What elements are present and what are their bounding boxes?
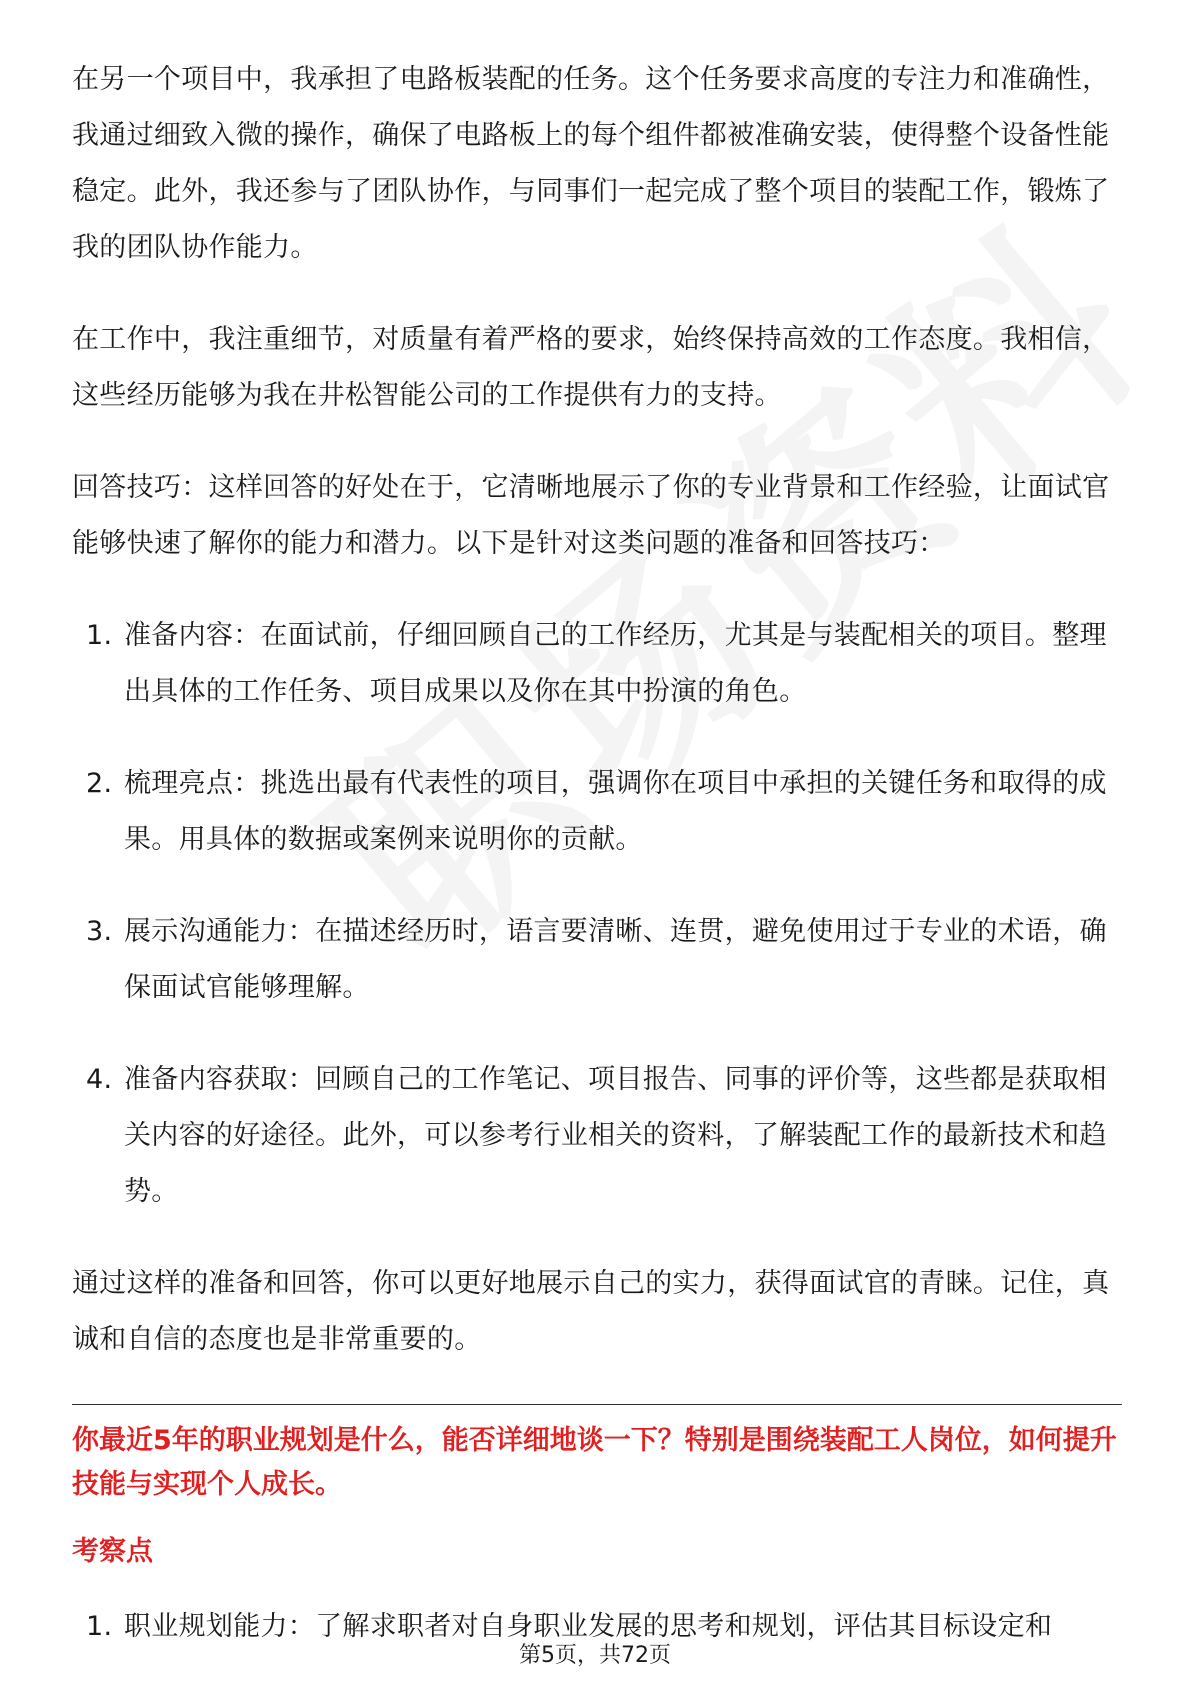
- page-number: 第5页，共72页: [519, 1643, 671, 1668]
- section-label-assessment: 考察点: [72, 1536, 153, 1567]
- list-number: 1.: [86, 620, 113, 651]
- list-item: [72, 1052, 1122, 1220]
- list-item-text: 准备内容获取：回顾自己的工作笔记、项目报告、同事的评价等，这些都是获取相关内容的好途径。此外，可以参考行业相关的资料，了解装配工作的最新技术和趋势。: [124, 1064, 1107, 1207]
- paragraph-closing: 通过这样的准备和回答，你可以更好地展示自己的实力，获得面试官的青睐。记住，真诚和自信的态度也是非常重要的。: [72, 1268, 1110, 1355]
- list-item: [72, 608, 1122, 720]
- list-item-text: 梳理亮点：挑选出最有代表性的项目，强调你在项目中承担的关键任务和取得的成果。用具体的数据或案例来说明你的贡献。: [124, 768, 1107, 855]
- paragraph-attitude: 在工作中，我注重细节，对质量有着严格的要求，始终保持高效的工作态度。我相信，这些经历能够为我在井松智能公司的工作提供有力的支持。: [72, 324, 1110, 411]
- paragraph-project: 在另一个项目中，我承担了电路板装配的任务。这个任务要求高度的专注力和准确性，我通过细致入微的操作，确保了电路板上的每个组件都被准确安装，使得整个设备性能稳定。此外，我还参与了团队协作，与同事们一起完成了整个项目的装配工作，锻炼了我的团队协作能力。: [72, 64, 1110, 263]
- list-item: [72, 904, 1122, 1016]
- list-number: 4.: [86, 1064, 113, 1095]
- content: [72, 52, 1122, 1691]
- list-item-text: 展示沟通能力：在描述经历时，语言要清晰、连贯，避免使用过于专业的术语，确保面试官能够理解。: [124, 916, 1107, 1003]
- paragraph-answer-tips: 回答技巧：这样回答的好处在于，它清晰地展示了你的专业背景和工作经验，让面试官能够快速了解你的能力和潜力。以下是针对这类问题的准备和回答技巧：: [72, 472, 1110, 559]
- list-number: 1.: [86, 1611, 113, 1642]
- tips-list: [72, 608, 1122, 1220]
- list-item: [72, 756, 1122, 868]
- list-number: 3.: [86, 916, 113, 947]
- list-item-text: 准备内容：在面试前，仔细回顾自己的工作经历，尤其是与装配相关的项目。整理出具体的工作任务、项目成果以及你在其中扮演的角色。: [124, 620, 1107, 707]
- question-heading: 你最近5年的职业规划是什么，能否详细地谈一下？特别是围绕装配工人岗位，如何提升技能与实现个人成长。: [72, 1425, 1117, 1500]
- list-item-text: 职业规划能力：了解求职者对自身职业发展的思考和规划，评估其目标设定和: [124, 1611, 1053, 1642]
- section-divider: [72, 1404, 1122, 1405]
- list-number: 2.: [86, 768, 113, 799]
